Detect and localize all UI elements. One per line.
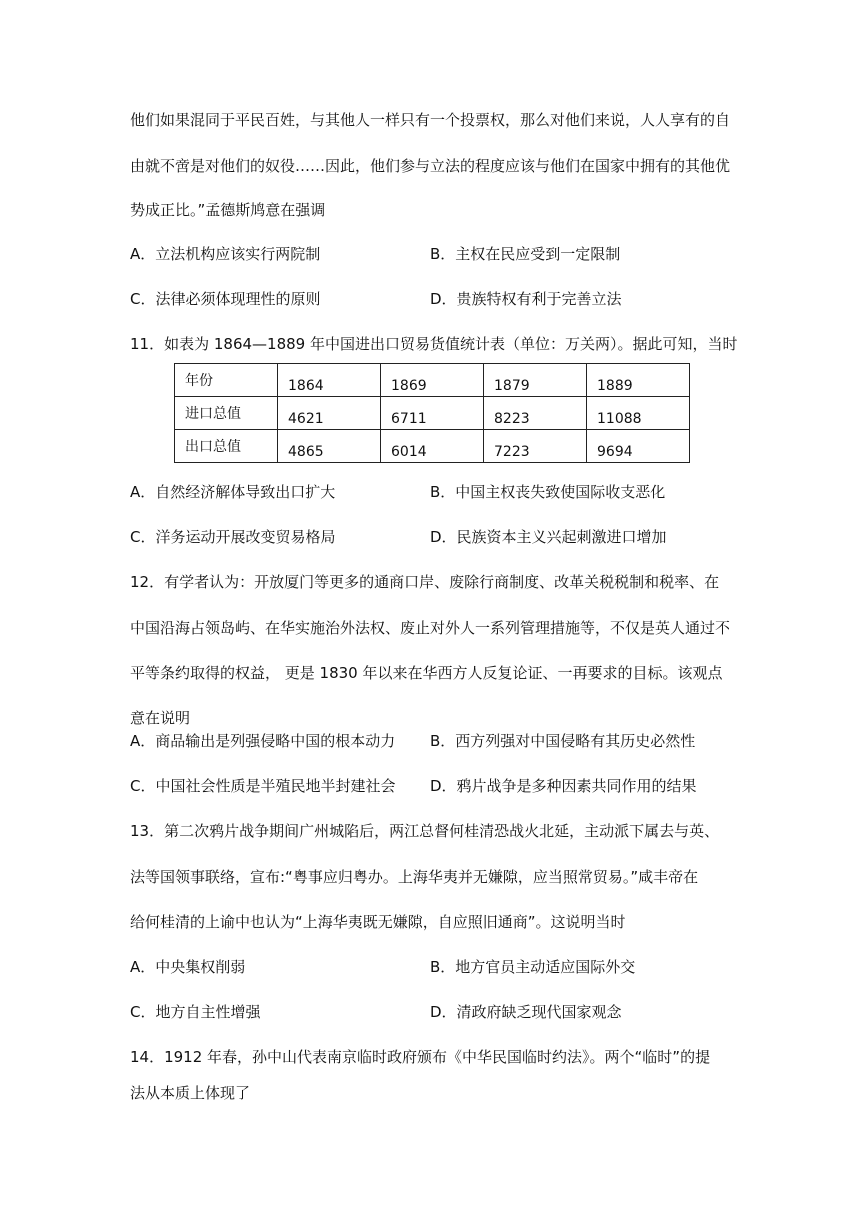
q12-line-3: 平等条约取得的权益， 更是 1830 年以来在华西方人反复论证、一再要求的目标。该观点 bbox=[130, 664, 723, 682]
q12-option-a: A．商品输出是列强侵略中国的根本动力 bbox=[130, 732, 396, 750]
table-cell: 1889 bbox=[587, 364, 690, 397]
q10-line-2: 由就不啻是对他们的奴役……因此，他们参与立法的程度应该与他们在国家中拥有的其他优 bbox=[130, 157, 731, 175]
table-cell: 出口总值 bbox=[175, 430, 278, 463]
table-cell: 进口总值 bbox=[175, 397, 278, 430]
q12-option-b: B．西方列强对中国侵略有其历史必然性 bbox=[430, 732, 696, 750]
q14-line-1: 14．1912 年春，孙中山代表南京临时政府颁布《中华民国临时约法》。两个“临时”的提 bbox=[130, 1048, 711, 1066]
q10-option-a: A．立法机构应该实行两院制 bbox=[130, 245, 321, 263]
q10-line-1: 他们如果混同于平民百姓，与其他人一样只有一个投票权，那么对他们来说，人人享有的自 bbox=[130, 111, 731, 129]
table-cell: 4621 bbox=[278, 397, 381, 430]
table-cell: 6014 bbox=[381, 430, 484, 463]
table-cell: 7223 bbox=[484, 430, 587, 463]
q13-option-b: B．地方官员主动适应国际外交 bbox=[430, 958, 636, 976]
q13-line-3: 给何桂清的上谕中也认为“上海华夷既无嫌隙，自应照旧通商”。这说明当时 bbox=[130, 913, 626, 931]
trade-table bbox=[174, 363, 690, 463]
q11-stem: 11．如表为 1864—1889 年中国进出口贸易货值统计表（单位：万关两）。据此可知，当时 bbox=[130, 335, 738, 353]
table-cell: 8223 bbox=[484, 397, 587, 430]
q13-option-d: D．清政府缺乏现代国家观念 bbox=[430, 1003, 622, 1021]
q12-line-1: 12．有学者认为：开放厦门等更多的通商口岸、废除行商制度、改革关税税制和税率、在 bbox=[130, 573, 720, 591]
table-cell: 4865 bbox=[278, 430, 381, 463]
q13-line-1: 13．第二次鸦片战争期间广州城陷后，两江总督何桂清恐战火北延，主动派下属去与英、 bbox=[130, 822, 720, 840]
q13-option-c: C．地方自主性增强 bbox=[130, 1003, 261, 1021]
table-cell: 6711 bbox=[381, 397, 484, 430]
q13-option-a: A．中央集权削弱 bbox=[130, 958, 246, 976]
q11-option-c: C．洋务运动开展改变贸易格局 bbox=[130, 528, 336, 546]
q11-option-d: D．民族资本主义兴起刺激进口增加 bbox=[430, 528, 667, 546]
q10-option-c: C．法律必须体现理性的原则 bbox=[130, 290, 321, 308]
q13-line-2: 法等国领事联络，宣布:“粤事应归粤办。上海华夷并无嫌隙，应当照常贸易。”咸丰帝在 bbox=[130, 868, 699, 886]
q10-option-d: D．贵族特权有利于完善立法 bbox=[430, 290, 622, 308]
table-cell: 1864 bbox=[278, 364, 381, 397]
q10-line-3: 势成正比。”孟德斯鸠意在强调 bbox=[130, 201, 326, 219]
table-cell: 9694 bbox=[587, 430, 690, 463]
table-cell: 1879 bbox=[484, 364, 587, 397]
q12-line-4: 意在说明 bbox=[130, 709, 191, 727]
q11-option-a: A．自然经济解体导致出口扩大 bbox=[130, 483, 336, 501]
table-row bbox=[175, 364, 690, 397]
q12-option-d: D．鸦片战争是多种因素共同作用的结果 bbox=[430, 777, 697, 795]
q11-option-b: B．中国主权丧失致使国际收支恶化 bbox=[430, 483, 666, 501]
q14-line-2: 法从本质上体现了 bbox=[130, 1084, 251, 1102]
table-cell: 1869 bbox=[381, 364, 484, 397]
q12-option-c: C．中国社会性质是半殖民地半封建社会 bbox=[130, 777, 396, 795]
table-cell: 年份 bbox=[175, 364, 278, 397]
q12-line-2: 中国沿海占领岛屿、在华实施治外法权、废止对外人一系列管理措施等，不仅是英人通过不 bbox=[130, 619, 731, 637]
q10-option-b: B．主权在民应受到一定限制 bbox=[430, 245, 621, 263]
table-cell: 11088 bbox=[587, 397, 690, 430]
table-row bbox=[175, 430, 690, 463]
table-row bbox=[175, 397, 690, 430]
